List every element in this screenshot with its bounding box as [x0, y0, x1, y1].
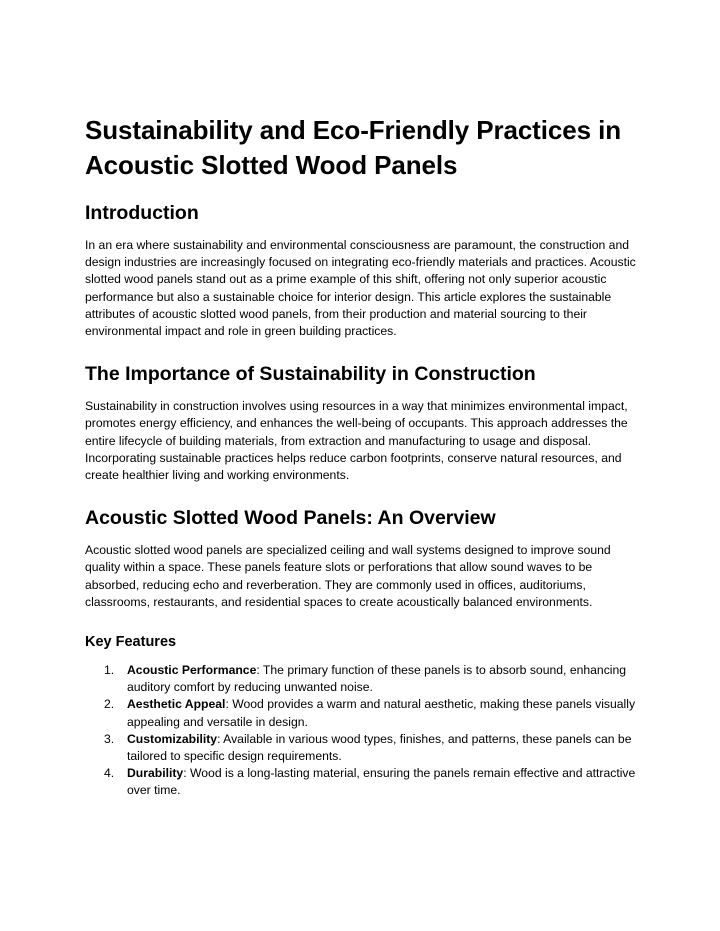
- section-paragraph: Acoustic slotted wood panels are specialized ceiling and wall systems designed to improve sound quality within a space. These panels feature slots or perforations that allow sound waves to be absorbed, reducing echo and reverberation. They are commonly used in offices, auditoriums, classrooms, restaurants, and residential spaces to create acoustically balanced environments.: [85, 543, 611, 609]
- section-paragraph: Sustainability in construction involves using resources in a way that minimizes environmental impact, promotes energy efficiency, and enhances the well-being of occupants. This approach addresses the entire lifecycle of building materials, from extraction and manufacturing to usage and disposal. Incorporating sustainable practices helps reduce carbon footprints, conserve natural resources, and create healthier living and working environments.: [85, 399, 628, 483]
- list-item: [85, 696, 645, 730]
- list-item: [85, 731, 645, 765]
- feature-text: : Available in various wood types, finishes, and patterns, these panels can be tailored to specific design requirements.: [127, 731, 632, 764]
- list-number: 1.: [104, 663, 115, 678]
- section-heading: Acoustic Slotted Wood Panels: An Overview: [85, 507, 496, 530]
- section-heading: Introduction: [85, 202, 199, 224]
- feature-term: Acoustic Performance: [127, 663, 257, 678]
- document-page: [85, 113, 645, 800]
- section-heading: The Importance of Sustainability in Construction: [85, 363, 536, 386]
- feature-term: Customizability: [127, 731, 218, 746]
- subsection-heading: Key Features: [85, 634, 177, 651]
- feature-term: Durability: [127, 766, 184, 781]
- section-paragraph: In an era where sustainability and environmental consciousness are paramount, the construction and design industries are increasingly focused on integrating eco-friendly materials and practices. Acoustic slotted wood panels stand out as a prime example of this shift, offering not only superior acoustic performance but also a sustainable choice for interior design. This article explores the sustainable attributes of acoustic slotted wood panels, from their production and material sourcing to their environmental impact and role in green building practices.: [85, 238, 636, 339]
- list-number: 4.: [104, 766, 115, 781]
- feature-term: Aesthetic Appeal: [127, 697, 226, 712]
- feature-text: : The primary function of these panels is to absorb sound, enhancing auditory comfort by reducing unwanted noise.: [127, 663, 627, 695]
- list-number: 3.: [104, 731, 115, 746]
- key-features-list: [85, 662, 645, 800]
- section-key-features: [85, 632, 645, 800]
- list-number: 2.: [104, 697, 115, 712]
- feature-text: : Wood is a long-lasting material, ensuring the panels remain effective and attractive over time.: [127, 766, 636, 798]
- list-item: [85, 765, 645, 799]
- feature-text: : Wood provides a warm and natural aesthetic, making these panels visually appealing and versatile in design.: [127, 697, 636, 729]
- document-title: Sustainability and Eco-Friendly Practices in Acoustic Slotted Wood Panels: [85, 115, 621, 180]
- section-importance: [85, 361, 645, 484]
- section-introduction: [85, 200, 645, 340]
- section-overview: [85, 505, 645, 611]
- list-item: [85, 662, 645, 696]
